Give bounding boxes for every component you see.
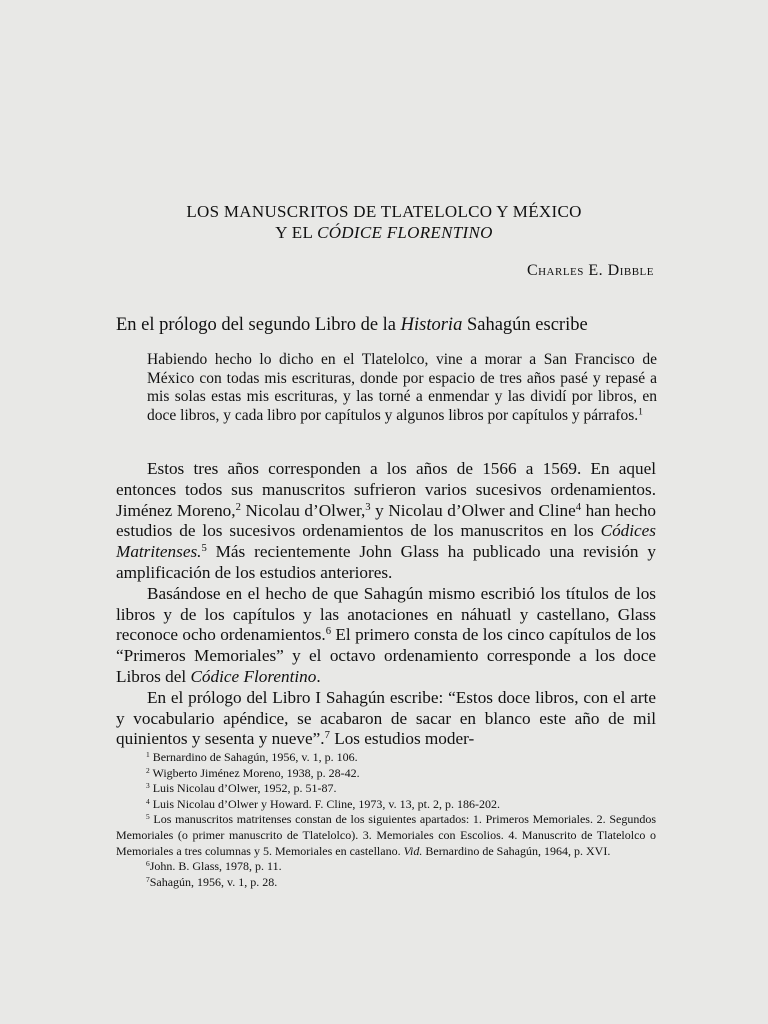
p2-text-a: Basándose en el hecho de que Sahagún mismo escribió los títulos de los libros y de los capítulos y las anotaciones en náhuatl y castellano, Glass reconoce ocho ordenamientos. xyxy=(116,583,656,645)
footnotes xyxy=(116,750,656,890)
intro-after: Sahagún escribe xyxy=(462,315,588,335)
footnote-ref-5: 5 xyxy=(201,543,207,555)
paragraph-2 xyxy=(116,584,656,688)
p2-text-c: . xyxy=(316,666,321,686)
intro-before: En el prólogo del segundo Libro de la xyxy=(116,315,401,335)
footnote-4-number: 4 xyxy=(146,796,150,806)
footnote-3-text: Luis Nicolau d’Olwer, 1952, p. 51-87. xyxy=(149,781,337,796)
footnote-6-number: 6 xyxy=(146,859,150,869)
p3-text-a: En el prólogo del Libro I Sahagún escribe: “Estos doce libros, con el arte y vocabulario apéndice, se acabaron de sacar en blanco este año de mil quinientos y sesenta y nueve”. xyxy=(116,687,656,749)
footnote-5-after: Bernardino de Sahagún, 1964, p. XVI. xyxy=(422,843,611,858)
footnote-7-text: Sahagún, 1956, v. 1, p. 28. xyxy=(149,874,278,889)
title-line-2-italic: CÓDICE FLORENTINO xyxy=(317,223,493,242)
footnote-2 xyxy=(116,766,656,782)
body-text xyxy=(116,459,656,750)
footnote-1-number: 1 xyxy=(146,749,150,759)
footnote-2-text: Wigberto Jiménez Moreno, 1938, p. 28-42. xyxy=(149,765,360,780)
p1-text-a: Estos tres años corresponden a los años de 1566 a 1569. En aquel entonces todos sus manuscritos sufrieron varios sucesivos ordenamientos. Jiménez Moreno, xyxy=(116,459,656,520)
intro-italic: Historia xyxy=(400,315,463,335)
footnote-5-italic: Vid. xyxy=(403,843,423,858)
footnote-4-text: Luis Nicolau d’Olwer y Howard. F. Cline, 1973, v. 13, pt. 2, p. 186-202. xyxy=(149,796,500,811)
title-line-2 xyxy=(0,222,768,243)
p1-text-b: Nicolau d’Olwer, xyxy=(240,500,366,520)
author-name: Charles E. Dibble xyxy=(526,262,654,279)
quote-text: Habiendo hecho lo dicho en el Tlatelolco, vine a morar a San Francisco de México con todas mis escrituras, donde por espacio de tres años pasé y repasé a mis solas estas mis escrituras, y las torné a enmendar y las dividí por libros, en doce libros, y cada libro por capítulos y algunos libros por capítulos y párrafos. xyxy=(147,351,657,424)
footnote-ref-7: 7 xyxy=(324,730,330,742)
footnote-1 xyxy=(116,750,656,766)
intro-sentence xyxy=(116,313,656,337)
footnote-5-number: 5 xyxy=(146,812,150,822)
p1-text-e: Más recientemente John Glass ha publicado una revisión y amplificación de los estudios anteriores. xyxy=(116,542,656,582)
footnote-5 xyxy=(116,812,656,859)
p3-text-b: Los estudios moder- xyxy=(329,729,475,749)
title-line-2-prefix: Y EL xyxy=(275,223,318,242)
footnote-ref-3: 3 xyxy=(365,501,371,513)
footnote-3 xyxy=(116,781,656,797)
p2-text-b: El primero consta de los cinco capítulos de los “Primeros Memoriales” y el octavo ordenamiento corresponde a los doce Libros del xyxy=(116,625,656,686)
footnote-ref-4: 4 xyxy=(575,501,582,513)
footnote-ref-6: 6 xyxy=(325,626,332,638)
paragraph-3 xyxy=(116,688,656,750)
p2-italic: Códice Florentino xyxy=(190,666,317,686)
footnote-6 xyxy=(116,859,656,875)
p1-italic: Códices Matritenses. xyxy=(116,521,656,562)
paragraph-1 xyxy=(116,459,656,584)
p1-text-c: y Nicolau d’Olwer and Cline xyxy=(370,500,576,520)
block-quote xyxy=(147,351,657,425)
title-line-1: LOS MANUSCRITOS DE TLATELOLCO Y MÉXICO xyxy=(186,202,582,221)
footnote-6-text: John. B. Glass, 1978, p. 11. xyxy=(149,859,282,874)
footnote-4 xyxy=(116,797,656,813)
footnote-3-number: 3 xyxy=(146,781,150,791)
footnote-2-number: 2 xyxy=(146,765,150,775)
article-title xyxy=(0,201,768,243)
footnote-5-text: Los manuscritos matritenses constan de los siguientes apartados: 1. Primeros Memoriales. 2. Segundos Memoriales (o primer manuscrito de Tlatelolco). 3. Memoriales con Escolios. 4. Manuscrito de Tlatelolco o Memoriales a tres columnas y 5. Memoriales en castellano. xyxy=(116,812,656,858)
footnote-ref-2: 2 xyxy=(235,501,241,513)
p1-text-d: han hecho estudios de los sucesivos ordenamientos de los manuscritos en los xyxy=(116,500,656,541)
footnote-1-text: Bernardino de Sahagún, 1956, v. 1, p. 106. xyxy=(149,750,358,764)
footnote-7-number: 7 xyxy=(146,874,150,884)
footnote-7 xyxy=(116,875,656,891)
footnote-ref-1: 1 xyxy=(638,406,643,418)
